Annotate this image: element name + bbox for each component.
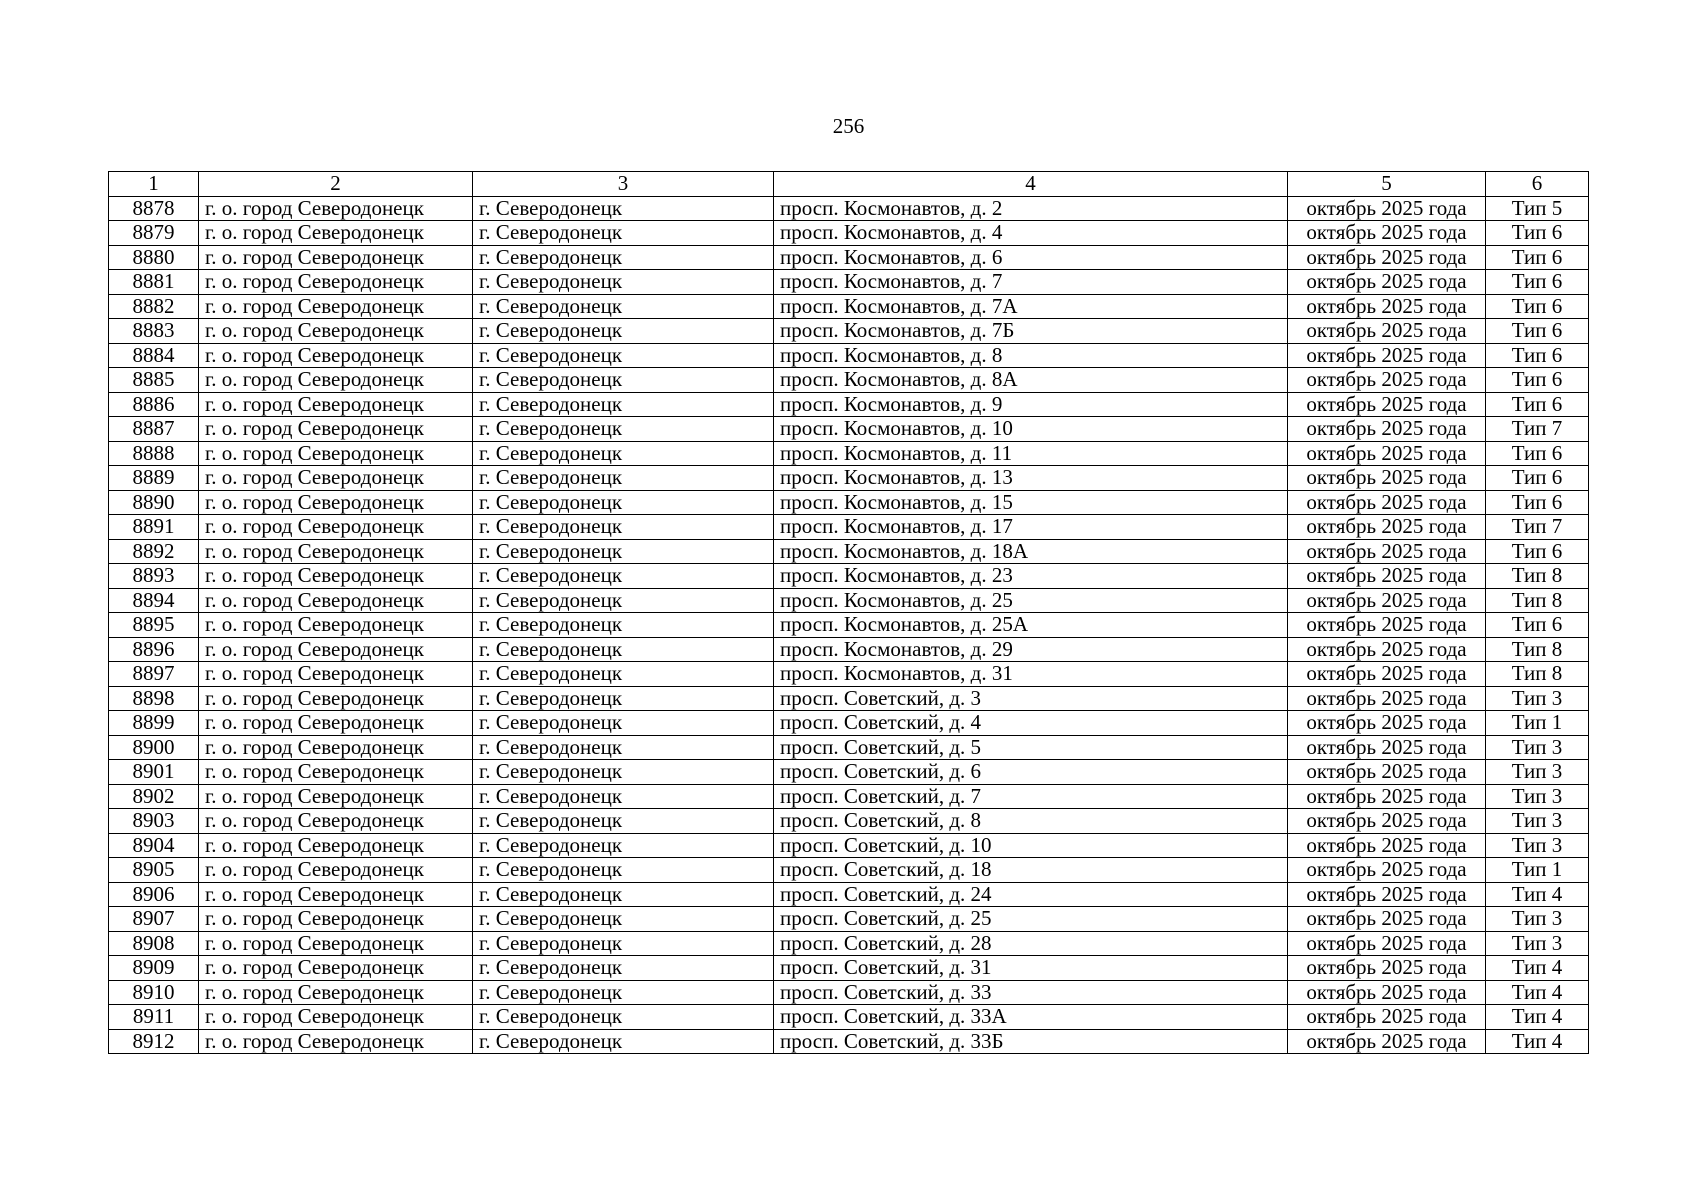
row-number-cell: 8896 bbox=[109, 637, 199, 662]
address-cell: просп. Советский, д. 5 bbox=[774, 735, 1288, 760]
settlement-cell: г. Северодонецк bbox=[473, 735, 774, 760]
row-number-cell: 8881 bbox=[109, 270, 199, 295]
municipality-cell: г. о. город Северодонецк bbox=[199, 760, 473, 785]
deadline-cell: октябрь 2025 года bbox=[1288, 515, 1486, 540]
deadline-cell: октябрь 2025 года bbox=[1288, 466, 1486, 491]
type-cell: Тип 4 bbox=[1486, 1029, 1589, 1054]
type-cell: Тип 8 bbox=[1486, 637, 1589, 662]
deadline-cell: октябрь 2025 года bbox=[1288, 539, 1486, 564]
type-cell: Тип 4 bbox=[1486, 980, 1589, 1005]
table-row bbox=[109, 931, 1589, 956]
type-cell: Тип 6 bbox=[1486, 221, 1589, 246]
table-row bbox=[109, 196, 1589, 221]
municipality-cell: г. о. город Северодонецк bbox=[199, 441, 473, 466]
table-row bbox=[109, 466, 1589, 491]
table-row bbox=[109, 1005, 1589, 1030]
deadline-cell: октябрь 2025 года bbox=[1288, 392, 1486, 417]
type-cell: Тип 3 bbox=[1486, 931, 1589, 956]
address-cell: просп. Космонавтов, д. 11 bbox=[774, 441, 1288, 466]
row-number-cell: 8903 bbox=[109, 809, 199, 834]
row-number-cell: 8909 bbox=[109, 956, 199, 981]
type-cell: Тип 6 bbox=[1486, 245, 1589, 270]
table-row bbox=[109, 245, 1589, 270]
municipality-cell: г. о. город Северодонецк bbox=[199, 907, 473, 932]
municipality-cell: г. о. город Северодонецк bbox=[199, 319, 473, 344]
deadline-cell: октябрь 2025 года bbox=[1288, 613, 1486, 638]
type-cell: Тип 3 bbox=[1486, 760, 1589, 785]
deadline-cell: октябрь 2025 года bbox=[1288, 319, 1486, 344]
table-row bbox=[109, 392, 1589, 417]
deadline-cell: октябрь 2025 года bbox=[1288, 368, 1486, 393]
register-table bbox=[108, 171, 1589, 1054]
row-number-cell: 8878 bbox=[109, 196, 199, 221]
table-row bbox=[109, 907, 1589, 932]
municipality-cell: г. о. город Северодонецк bbox=[199, 613, 473, 638]
type-cell: Тип 3 bbox=[1486, 784, 1589, 809]
row-number-cell: 8905 bbox=[109, 858, 199, 883]
municipality-cell: г. о. город Северодонецк bbox=[199, 1029, 473, 1054]
municipality-cell: г. о. город Северодонецк bbox=[199, 417, 473, 442]
settlement-cell: г. Северодонецк bbox=[473, 711, 774, 736]
type-cell: Тип 6 bbox=[1486, 613, 1589, 638]
municipality-cell: г. о. город Северодонецк bbox=[199, 564, 473, 589]
deadline-cell: октябрь 2025 года bbox=[1288, 1029, 1486, 1054]
table-row bbox=[109, 539, 1589, 564]
column-header-5: 5 bbox=[1288, 172, 1486, 197]
row-number-cell: 8882 bbox=[109, 294, 199, 319]
settlement-cell: г. Северодонецк bbox=[473, 980, 774, 1005]
deadline-cell: октябрь 2025 года bbox=[1288, 564, 1486, 589]
municipality-cell: г. о. город Северодонецк bbox=[199, 637, 473, 662]
municipality-cell: г. о. город Северодонецк bbox=[199, 270, 473, 295]
settlement-cell: г. Северодонецк bbox=[473, 392, 774, 417]
settlement-cell: г. Северодонецк bbox=[473, 588, 774, 613]
municipality-cell: г. о. город Северодонецк bbox=[199, 833, 473, 858]
column-header-1: 1 bbox=[109, 172, 199, 197]
municipality-cell: г. о. город Северодонецк bbox=[199, 931, 473, 956]
row-number-cell: 8890 bbox=[109, 490, 199, 515]
municipality-cell: г. о. город Северодонецк bbox=[199, 196, 473, 221]
address-cell: просп. Космонавтов, д. 31 bbox=[774, 662, 1288, 687]
address-cell: просп. Космонавтов, д. 17 bbox=[774, 515, 1288, 540]
row-number-cell: 8892 bbox=[109, 539, 199, 564]
settlement-cell: г. Северодонецк bbox=[473, 490, 774, 515]
page-number: 256 bbox=[832, 114, 865, 138]
row-number-cell: 8904 bbox=[109, 833, 199, 858]
type-cell: Тип 6 bbox=[1486, 392, 1589, 417]
settlement-cell: г. Северодонецк bbox=[473, 784, 774, 809]
municipality-cell: г. о. город Северодонецк bbox=[199, 858, 473, 883]
settlement-cell: г. Северодонецк bbox=[473, 196, 774, 221]
row-number-cell: 8889 bbox=[109, 466, 199, 491]
address-cell: просп. Космонавтов, д. 18А bbox=[774, 539, 1288, 564]
settlement-cell: г. Северодонецк bbox=[473, 515, 774, 540]
settlement-cell: г. Северодонецк bbox=[473, 564, 774, 589]
row-number-cell: 8891 bbox=[109, 515, 199, 540]
type-cell: Тип 1 bbox=[1486, 711, 1589, 736]
address-cell: просп. Советский, д. 3 bbox=[774, 686, 1288, 711]
municipality-cell: г. о. город Северодонецк bbox=[199, 980, 473, 1005]
settlement-cell: г. Северодонецк bbox=[473, 441, 774, 466]
deadline-cell: октябрь 2025 года bbox=[1288, 858, 1486, 883]
deadline-cell: октябрь 2025 года bbox=[1288, 441, 1486, 466]
address-cell: просп. Космонавтов, д. 8 bbox=[774, 343, 1288, 368]
municipality-cell: г. о. город Северодонецк bbox=[199, 784, 473, 809]
municipality-cell: г. о. город Северодонецк bbox=[199, 711, 473, 736]
deadline-cell: октябрь 2025 года bbox=[1288, 809, 1486, 834]
deadline-cell: октябрь 2025 года bbox=[1288, 294, 1486, 319]
type-cell: Тип 6 bbox=[1486, 270, 1589, 295]
address-cell: просп. Советский, д. 33 bbox=[774, 980, 1288, 1005]
municipality-cell: г. о. город Северодонецк bbox=[199, 662, 473, 687]
type-cell: Тип 3 bbox=[1486, 833, 1589, 858]
address-cell: просп. Космонавтов, д. 15 bbox=[774, 490, 1288, 515]
municipality-cell: г. о. город Северодонецк bbox=[199, 956, 473, 981]
table-row bbox=[109, 858, 1589, 883]
deadline-cell: октябрь 2025 года bbox=[1288, 760, 1486, 785]
type-cell: Тип 7 bbox=[1486, 515, 1589, 540]
address-cell: просп. Космонавтов, д. 25А bbox=[774, 613, 1288, 638]
type-cell: Тип 6 bbox=[1486, 441, 1589, 466]
column-header-6: 6 bbox=[1486, 172, 1589, 197]
type-cell: Тип 5 bbox=[1486, 196, 1589, 221]
table-row bbox=[109, 784, 1589, 809]
address-cell: просп. Советский, д. 31 bbox=[774, 956, 1288, 981]
table-row bbox=[109, 956, 1589, 981]
row-number-cell: 8893 bbox=[109, 564, 199, 589]
address-cell: просп. Космонавтов, д. 9 bbox=[774, 392, 1288, 417]
table-row bbox=[109, 270, 1589, 295]
settlement-cell: г. Северодонецк bbox=[473, 931, 774, 956]
table-row bbox=[109, 735, 1589, 760]
address-cell: просп. Советский, д. 25 bbox=[774, 907, 1288, 932]
type-cell: Тип 8 bbox=[1486, 662, 1589, 687]
row-number-cell: 8907 bbox=[109, 907, 199, 932]
address-cell: просп. Советский, д. 33Б bbox=[774, 1029, 1288, 1054]
type-cell: Тип 6 bbox=[1486, 343, 1589, 368]
municipality-cell: г. о. город Северодонецк bbox=[199, 245, 473, 270]
row-number-cell: 8899 bbox=[109, 711, 199, 736]
deadline-cell: октябрь 2025 года bbox=[1288, 784, 1486, 809]
deadline-cell: октябрь 2025 года bbox=[1288, 417, 1486, 442]
address-cell: просп. Советский, д. 28 bbox=[774, 931, 1288, 956]
row-number-cell: 8897 bbox=[109, 662, 199, 687]
settlement-cell: г. Северодонецк bbox=[473, 417, 774, 442]
deadline-cell: октябрь 2025 года bbox=[1288, 245, 1486, 270]
settlement-cell: г. Северодонецк bbox=[473, 245, 774, 270]
deadline-cell: октябрь 2025 года bbox=[1288, 662, 1486, 687]
table-row bbox=[109, 637, 1589, 662]
table-header-row bbox=[109, 172, 1589, 197]
address-cell: просп. Советский, д. 8 bbox=[774, 809, 1288, 834]
settlement-cell: г. Северодонецк bbox=[473, 760, 774, 785]
table-row bbox=[109, 686, 1589, 711]
table-row bbox=[109, 760, 1589, 785]
table-row bbox=[109, 588, 1589, 613]
table-row bbox=[109, 319, 1589, 344]
deadline-cell: октябрь 2025 года bbox=[1288, 833, 1486, 858]
table-row bbox=[109, 441, 1589, 466]
address-cell: просп. Космонавтов, д. 13 bbox=[774, 466, 1288, 491]
municipality-cell: г. о. город Северодонецк bbox=[199, 588, 473, 613]
table-row bbox=[109, 490, 1589, 515]
row-number-cell: 8910 bbox=[109, 980, 199, 1005]
settlement-cell: г. Северодонецк bbox=[473, 686, 774, 711]
type-cell: Тип 8 bbox=[1486, 588, 1589, 613]
address-cell: просп. Космонавтов, д. 7 bbox=[774, 270, 1288, 295]
municipality-cell: г. о. город Северодонецк bbox=[199, 1005, 473, 1030]
municipality-cell: г. о. город Северодонецк bbox=[199, 882, 473, 907]
type-cell: Тип 8 bbox=[1486, 564, 1589, 589]
column-header-4: 4 bbox=[774, 172, 1288, 197]
type-cell: Тип 7 bbox=[1486, 417, 1589, 442]
type-cell: Тип 1 bbox=[1486, 858, 1589, 883]
settlement-cell: г. Северодонецк bbox=[473, 662, 774, 687]
deadline-cell: октябрь 2025 года bbox=[1288, 1005, 1486, 1030]
settlement-cell: г. Северодонецк bbox=[473, 368, 774, 393]
type-cell: Тип 6 bbox=[1486, 539, 1589, 564]
municipality-cell: г. о. город Северодонецк bbox=[199, 686, 473, 711]
settlement-cell: г. Северодонецк bbox=[473, 907, 774, 932]
row-number-cell: 8911 bbox=[109, 1005, 199, 1030]
table-row bbox=[109, 417, 1589, 442]
municipality-cell: г. о. город Северодонецк bbox=[199, 490, 473, 515]
type-cell: Тип 6 bbox=[1486, 368, 1589, 393]
settlement-cell: г. Северодонецк bbox=[473, 270, 774, 295]
table-row bbox=[109, 833, 1589, 858]
row-number-cell: 8901 bbox=[109, 760, 199, 785]
settlement-cell: г. Северодонецк bbox=[473, 319, 774, 344]
municipality-cell: г. о. город Северодонецк bbox=[199, 294, 473, 319]
municipality-cell: г. о. город Северодонецк bbox=[199, 735, 473, 760]
type-cell: Тип 3 bbox=[1486, 907, 1589, 932]
municipality-cell: г. о. город Северодонецк bbox=[199, 343, 473, 368]
type-cell: Тип 6 bbox=[1486, 466, 1589, 491]
municipality-cell: г. о. город Северодонецк bbox=[199, 221, 473, 246]
address-cell: просп. Советский, д. 18 bbox=[774, 858, 1288, 883]
municipality-cell: г. о. город Северодонецк bbox=[199, 539, 473, 564]
table-row bbox=[109, 662, 1589, 687]
address-cell: просп. Советский, д. 33А bbox=[774, 1005, 1288, 1030]
deadline-cell: октябрь 2025 года bbox=[1288, 956, 1486, 981]
settlement-cell: г. Северодонецк bbox=[473, 637, 774, 662]
deadline-cell: октябрь 2025 года bbox=[1288, 711, 1486, 736]
address-cell: просп. Космонавтов, д. 8А bbox=[774, 368, 1288, 393]
row-number-cell: 8898 bbox=[109, 686, 199, 711]
deadline-cell: октябрь 2025 года bbox=[1288, 931, 1486, 956]
address-cell: просп. Космонавтов, д. 7А bbox=[774, 294, 1288, 319]
deadline-cell: октябрь 2025 года bbox=[1288, 882, 1486, 907]
table-row bbox=[109, 294, 1589, 319]
column-header-3: 3 bbox=[473, 172, 774, 197]
row-number-cell: 8902 bbox=[109, 784, 199, 809]
row-number-cell: 8884 bbox=[109, 343, 199, 368]
address-cell: просп. Космонавтов, д. 6 bbox=[774, 245, 1288, 270]
table-row bbox=[109, 1029, 1589, 1054]
row-number-cell: 8894 bbox=[109, 588, 199, 613]
deadline-cell: октябрь 2025 года bbox=[1288, 221, 1486, 246]
table-row bbox=[109, 613, 1589, 638]
municipality-cell: г. о. город Северодонецк bbox=[199, 809, 473, 834]
address-cell: просп. Космонавтов, д. 4 bbox=[774, 221, 1288, 246]
table-row bbox=[109, 515, 1589, 540]
row-number-cell: 8886 bbox=[109, 392, 199, 417]
settlement-cell: г. Северодонецк bbox=[473, 613, 774, 638]
table-row bbox=[109, 809, 1589, 834]
row-number-cell: 8883 bbox=[109, 319, 199, 344]
type-cell: Тип 3 bbox=[1486, 809, 1589, 834]
settlement-cell: г. Северодонецк bbox=[473, 956, 774, 981]
type-cell: Тип 6 bbox=[1486, 490, 1589, 515]
address-cell: просп. Советский, д. 24 bbox=[774, 882, 1288, 907]
column-header-2: 2 bbox=[199, 172, 473, 197]
municipality-cell: г. о. город Северодонецк bbox=[199, 368, 473, 393]
table-row bbox=[109, 564, 1589, 589]
row-number-cell: 8895 bbox=[109, 613, 199, 638]
row-number-cell: 8906 bbox=[109, 882, 199, 907]
municipality-cell: г. о. город Северодонецк bbox=[199, 392, 473, 417]
address-cell: просп. Советский, д. 7 bbox=[774, 784, 1288, 809]
type-cell: Тип 4 bbox=[1486, 956, 1589, 981]
address-cell: просп. Космонавтов, д. 23 bbox=[774, 564, 1288, 589]
table-row bbox=[109, 343, 1589, 368]
type-cell: Тип 6 bbox=[1486, 294, 1589, 319]
type-cell: Тип 3 bbox=[1486, 735, 1589, 760]
deadline-cell: октябрь 2025 года bbox=[1288, 686, 1486, 711]
settlement-cell: г. Северодонецк bbox=[473, 1005, 774, 1030]
settlement-cell: г. Северодонецк bbox=[473, 809, 774, 834]
deadline-cell: октябрь 2025 года bbox=[1288, 490, 1486, 515]
address-cell: просп. Космонавтов, д. 25 bbox=[774, 588, 1288, 613]
settlement-cell: г. Северодонецк bbox=[473, 221, 774, 246]
settlement-cell: г. Северодонецк bbox=[473, 882, 774, 907]
address-cell: просп. Космонавтов, д. 7Б bbox=[774, 319, 1288, 344]
row-number-cell: 8908 bbox=[109, 931, 199, 956]
table-body bbox=[109, 196, 1589, 1054]
table-row bbox=[109, 221, 1589, 246]
deadline-cell: октябрь 2025 года bbox=[1288, 343, 1486, 368]
address-cell: просп. Советский, д. 6 bbox=[774, 760, 1288, 785]
deadline-cell: октябрь 2025 года bbox=[1288, 588, 1486, 613]
address-cell: просп. Космонавтов, д. 10 bbox=[774, 417, 1288, 442]
address-cell: просп. Советский, д. 4 bbox=[774, 711, 1288, 736]
table-row bbox=[109, 368, 1589, 393]
address-cell: просп. Советский, д. 10 bbox=[774, 833, 1288, 858]
row-number-cell: 8900 bbox=[109, 735, 199, 760]
row-number-cell: 8885 bbox=[109, 368, 199, 393]
type-cell: Тип 6 bbox=[1486, 319, 1589, 344]
settlement-cell: г. Северодонецк bbox=[473, 833, 774, 858]
row-number-cell: 8879 bbox=[109, 221, 199, 246]
type-cell: Тип 4 bbox=[1486, 882, 1589, 907]
type-cell: Тип 3 bbox=[1486, 686, 1589, 711]
deadline-cell: октябрь 2025 года bbox=[1288, 980, 1486, 1005]
settlement-cell: г. Северодонецк bbox=[473, 858, 774, 883]
municipality-cell: г. о. город Северодонецк bbox=[199, 466, 473, 491]
settlement-cell: г. Северодонецк bbox=[473, 294, 774, 319]
settlement-cell: г. Северодонецк bbox=[473, 539, 774, 564]
deadline-cell: октябрь 2025 года bbox=[1288, 196, 1486, 221]
settlement-cell: г. Северодонецк bbox=[473, 1029, 774, 1054]
deadline-cell: октябрь 2025 года bbox=[1288, 637, 1486, 662]
table-row bbox=[109, 882, 1589, 907]
settlement-cell: г. Северодонецк bbox=[473, 466, 774, 491]
table-row bbox=[109, 711, 1589, 736]
address-cell: просп. Космонавтов, д. 29 bbox=[774, 637, 1288, 662]
deadline-cell: октябрь 2025 года bbox=[1288, 735, 1486, 760]
address-cell: просп. Космонавтов, д. 2 bbox=[774, 196, 1288, 221]
settlement-cell: г. Северодонецк bbox=[473, 343, 774, 368]
deadline-cell: октябрь 2025 года bbox=[1288, 270, 1486, 295]
type-cell: Тип 4 bbox=[1486, 1005, 1589, 1030]
row-number-cell: 8887 bbox=[109, 417, 199, 442]
row-number-cell: 8912 bbox=[109, 1029, 199, 1054]
deadline-cell: октябрь 2025 года bbox=[1288, 907, 1486, 932]
municipality-cell: г. о. город Северодонецк bbox=[199, 515, 473, 540]
row-number-cell: 8888 bbox=[109, 441, 199, 466]
row-number-cell: 8880 bbox=[109, 245, 199, 270]
table-row bbox=[109, 980, 1589, 1005]
